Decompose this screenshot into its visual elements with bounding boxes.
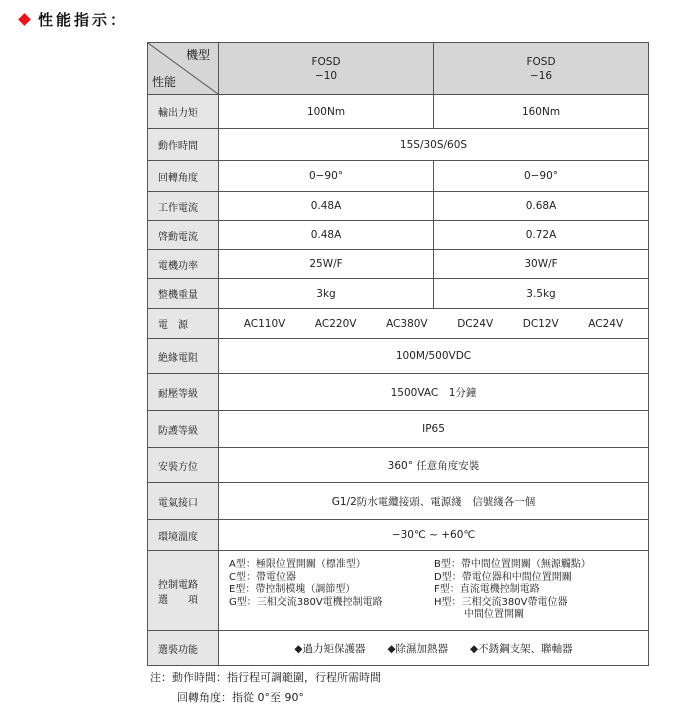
cell-value: G1/2防水電纜接頭、電源綫 信號綫各一個 — [219, 483, 649, 520]
row-label: 輸出力矩 — [148, 95, 219, 129]
cell-value: 0.48A — [219, 221, 434, 250]
cell-value: 25W/F — [219, 250, 434, 279]
row-label: 回轉角度 — [148, 161, 219, 192]
cell-value: 0.72A — [434, 221, 649, 250]
cell-value: 0−90° — [434, 161, 649, 192]
note-action-time: 注：動作時間：指行程可調範圍，行程所需時間 — [150, 671, 381, 684]
row-label: 電氣接口 — [148, 483, 219, 520]
cell-value: 15S/30S/60S — [219, 129, 649, 161]
section-title — [20, 8, 128, 30]
row-label: 防護等級 — [148, 411, 219, 448]
diamond-bullet-icon — [18, 13, 31, 26]
power-option: AC110V — [243, 317, 286, 330]
cell-value: 360° 任意角度安裝 — [219, 448, 649, 483]
cell-value: 3.5kg — [434, 279, 649, 309]
row-label: 工作電流 — [148, 192, 219, 221]
cell-value: 100Nm — [219, 95, 434, 129]
cell-value: 100M/500VDC — [219, 339, 649, 374]
row-label: 電 源 — [148, 309, 219, 339]
row-rotation — [148, 161, 649, 192]
row-power — [148, 309, 649, 339]
cell-value: IP65 — [219, 411, 649, 448]
control-options-left: A型：極限位置開關（標准型） C型：帶電位器 E型：帶控制模塊（調節型） G型：三相交流380V電機控制電路 — [229, 559, 383, 608]
power-option: DC12V — [522, 317, 559, 330]
cell-value: 0−90° — [219, 161, 434, 192]
power-option: AC220V — [314, 317, 357, 330]
power-option: AC380V — [386, 317, 428, 330]
row-label: 動作時間 — [148, 129, 219, 161]
row-options — [148, 631, 649, 666]
section-title-text: 性能指示： — [38, 10, 129, 29]
spec-table — [147, 42, 649, 666]
corner-model-label: 機型 — [185, 48, 210, 62]
cell-value: 1500VAC 1分鐘 — [219, 374, 649, 411]
power-option: AC24V — [588, 317, 624, 330]
note-rotation-angle: 回轉角度：指從 0°至 90° — [177, 691, 304, 704]
footnotes — [150, 668, 381, 708]
row-label: 環境溫度 — [148, 520, 219, 551]
model-header-fosd-16: FOSD −16 — [434, 43, 649, 95]
optional-feature: ◆不銹鋼支架、聯軸器 — [470, 642, 573, 655]
row-ambient — [148, 520, 649, 551]
cell-control-options — [219, 551, 649, 631]
row-action-time — [148, 129, 649, 161]
row-label: 選裝功能 — [148, 631, 219, 666]
row-label: 耐壓等級 — [148, 374, 219, 411]
cell-value: −30℃ ~ +60℃ — [219, 520, 649, 551]
row-control — [148, 551, 649, 631]
row-motor-power — [148, 250, 649, 279]
cell-value: 0.48A — [219, 192, 434, 221]
optional-feature: ◆除濕加熱器 — [387, 642, 449, 655]
row-install — [148, 448, 649, 483]
row-label: 整機重量 — [148, 279, 219, 309]
row-label: 絶緣電阻 — [148, 339, 219, 374]
row-torque — [148, 95, 649, 129]
row-start-current — [148, 221, 649, 250]
row-label: 啓動電流 — [148, 221, 219, 250]
corner-performance-label: 性能 — [152, 75, 177, 89]
power-option: DC24V — [457, 317, 494, 330]
row-label: 安裝方位 — [148, 448, 219, 483]
corner-cell — [148, 43, 219, 95]
row-weight — [148, 279, 649, 309]
model-header-fosd-10: FOSD −10 — [219, 43, 434, 95]
row-electrical — [148, 483, 649, 520]
row-label: 控制電路 選 項 — [148, 551, 219, 631]
cell-value: 3kg — [219, 279, 434, 309]
cell-power-values — [219, 309, 649, 339]
cell-value: 30W/F — [434, 250, 649, 279]
row-withstand — [148, 374, 649, 411]
row-insulation — [148, 339, 649, 374]
cell-value: 160Nm — [434, 95, 649, 129]
row-protection — [148, 411, 649, 448]
cell-value: 0.68A — [434, 192, 649, 221]
header-row — [148, 43, 649, 95]
control-options-right: B型：帶中間位置開關（無源觸點） D型：帶電位器和中間位置開關 F型：直流電機控制電路 H型：三相交流380V帶電位器 中間位置開關 — [434, 559, 591, 621]
optional-feature: ◆過力矩保護器 — [294, 642, 366, 655]
row-work-current — [148, 192, 649, 221]
cell-optional-features — [219, 631, 649, 666]
row-label: 電機功率 — [148, 250, 219, 279]
